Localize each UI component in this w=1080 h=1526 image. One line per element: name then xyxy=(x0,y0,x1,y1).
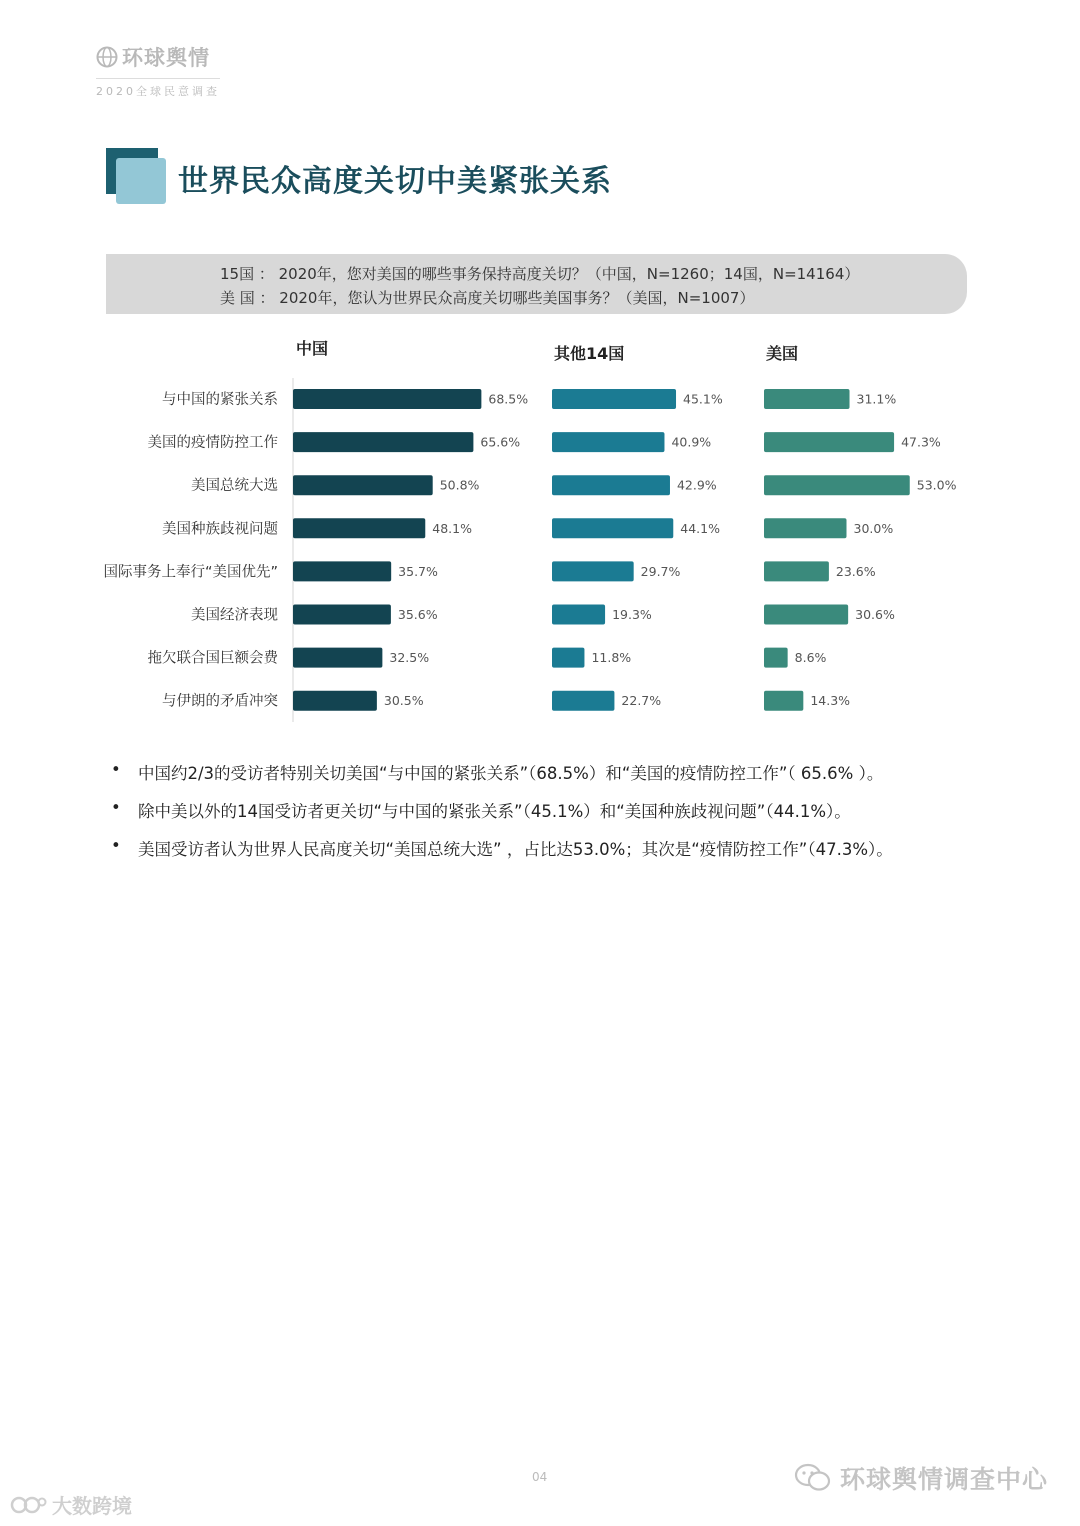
question-box xyxy=(106,254,967,314)
bar xyxy=(764,691,803,711)
globe-icon xyxy=(96,46,118,68)
bullet-item xyxy=(108,798,1008,822)
category-label: 与中国的紧张关系 xyxy=(162,392,278,408)
bar xyxy=(764,432,894,452)
title-mark-icon xyxy=(106,148,166,204)
category-label: 美国总统大选 xyxy=(191,478,278,495)
data-label: 42.9% xyxy=(676,477,717,493)
bullet-marker: • xyxy=(111,760,121,779)
data-label: 31.1% xyxy=(856,391,897,407)
data-label: 29.7% xyxy=(640,563,681,579)
bar xyxy=(552,389,676,409)
footer-watermark-text: 大数跨境 xyxy=(52,1494,132,1518)
data-label: 47.3% xyxy=(901,434,941,450)
data-label: 68.5% xyxy=(488,391,529,407)
bar xyxy=(552,475,670,495)
data-label: 22.7% xyxy=(621,693,662,709)
data-label: 30.5% xyxy=(383,693,424,709)
data-label: 45.1% xyxy=(683,391,723,407)
bar xyxy=(552,432,664,452)
bar xyxy=(293,389,481,409)
data-label: 40.9% xyxy=(671,434,712,450)
bar-chart xyxy=(0,330,1080,730)
data-label: 44.1% xyxy=(680,520,720,536)
bar xyxy=(552,605,605,625)
series-header: 其他14国 xyxy=(554,344,625,363)
footer-wechat xyxy=(794,1460,1048,1496)
bar xyxy=(764,518,847,538)
data-label: 8.6% xyxy=(794,650,827,666)
wechat-icon xyxy=(794,1463,832,1493)
bar xyxy=(764,389,850,409)
bar xyxy=(293,518,425,538)
bar xyxy=(293,648,382,668)
watermark-logo-icon xyxy=(10,1492,48,1518)
page-title: 世界民众高度关切中美紧张关系 xyxy=(178,164,612,199)
bar xyxy=(552,691,614,711)
category-label: 拖欠联合国巨额会费 xyxy=(147,650,278,667)
bullet-marker: • xyxy=(111,836,121,855)
data-label: 50.8% xyxy=(439,477,480,493)
logo-subtitle: 2020全球民意调查 xyxy=(96,78,220,99)
bullet-item xyxy=(108,836,1008,860)
bullet-marker: • xyxy=(111,798,121,817)
data-label: 35.6% xyxy=(397,607,438,622)
data-label: 11.8% xyxy=(591,650,632,666)
category-label: 美国经济表现 xyxy=(191,607,278,624)
category-label: 与伊朗的矛盾冲突 xyxy=(162,693,278,710)
question-line-2: 美 国 ： 2020年，您认为世界民众高度关切哪些美国事务？（美国，N=1007） xyxy=(220,289,755,307)
bullet-text: 美国受访者认为世界人民高度关切“美国总统大选” ，占比达53.0%；其次是“疫情防控工作”（47.3%）。 xyxy=(138,840,893,859)
category-label: 美国的疫情防控工作 xyxy=(147,435,278,452)
bar xyxy=(293,561,391,581)
bar xyxy=(293,605,391,625)
data-label: 53.0% xyxy=(916,477,957,493)
data-label: 14.3% xyxy=(810,693,851,709)
footer-watermark xyxy=(10,1490,132,1519)
bar xyxy=(293,475,433,495)
data-label: 30.6% xyxy=(855,607,895,622)
data-label: 48.1% xyxy=(432,520,472,536)
bar xyxy=(764,561,829,581)
series-header: 中国 xyxy=(296,339,329,358)
category-label: 美国种族歧视问题 xyxy=(162,521,278,538)
bullet-text: 除中美以外的14国受访者更关切“与中国的紧张关系”（45.1%）和“美国种族歧视问题”（44.1%）。 xyxy=(138,802,851,821)
page-number: 04 xyxy=(532,1470,548,1484)
bar xyxy=(293,432,473,452)
bar xyxy=(764,475,910,495)
data-label: 19.3% xyxy=(612,607,652,622)
data-label: 30.0% xyxy=(853,520,894,536)
bullet-item xyxy=(108,760,1008,784)
data-label: 65.6% xyxy=(480,434,521,450)
data-label: 32.5% xyxy=(389,650,430,666)
bar xyxy=(293,691,377,711)
data-label: 23.6% xyxy=(835,563,876,579)
logo-text: 环球舆情 xyxy=(122,46,210,70)
footer-wechat-text: 环球舆情调查中心 xyxy=(839,1465,1048,1494)
category-label: 国际事务上奉行“美国优先” xyxy=(103,564,278,581)
bullet-list xyxy=(108,760,1008,874)
bullet-text: 中国约2/3的受访者特别关切美国“与中国的紧张关系”（68.5%）和“美国的疫情防控工作”（ 65.6% ）。 xyxy=(138,764,884,783)
data-label: 35.7% xyxy=(398,563,438,579)
series-header: 美国 xyxy=(766,344,799,363)
bar xyxy=(552,561,634,581)
bar xyxy=(552,648,584,668)
question-line-1: 15国 ： 2020年，您对美国的哪些事务保持高度关切？（中国，N=1260；14国，N=14164） xyxy=(220,265,860,283)
header-logo xyxy=(96,42,236,99)
bar xyxy=(764,605,848,625)
bar xyxy=(552,518,673,538)
bar xyxy=(764,648,788,668)
